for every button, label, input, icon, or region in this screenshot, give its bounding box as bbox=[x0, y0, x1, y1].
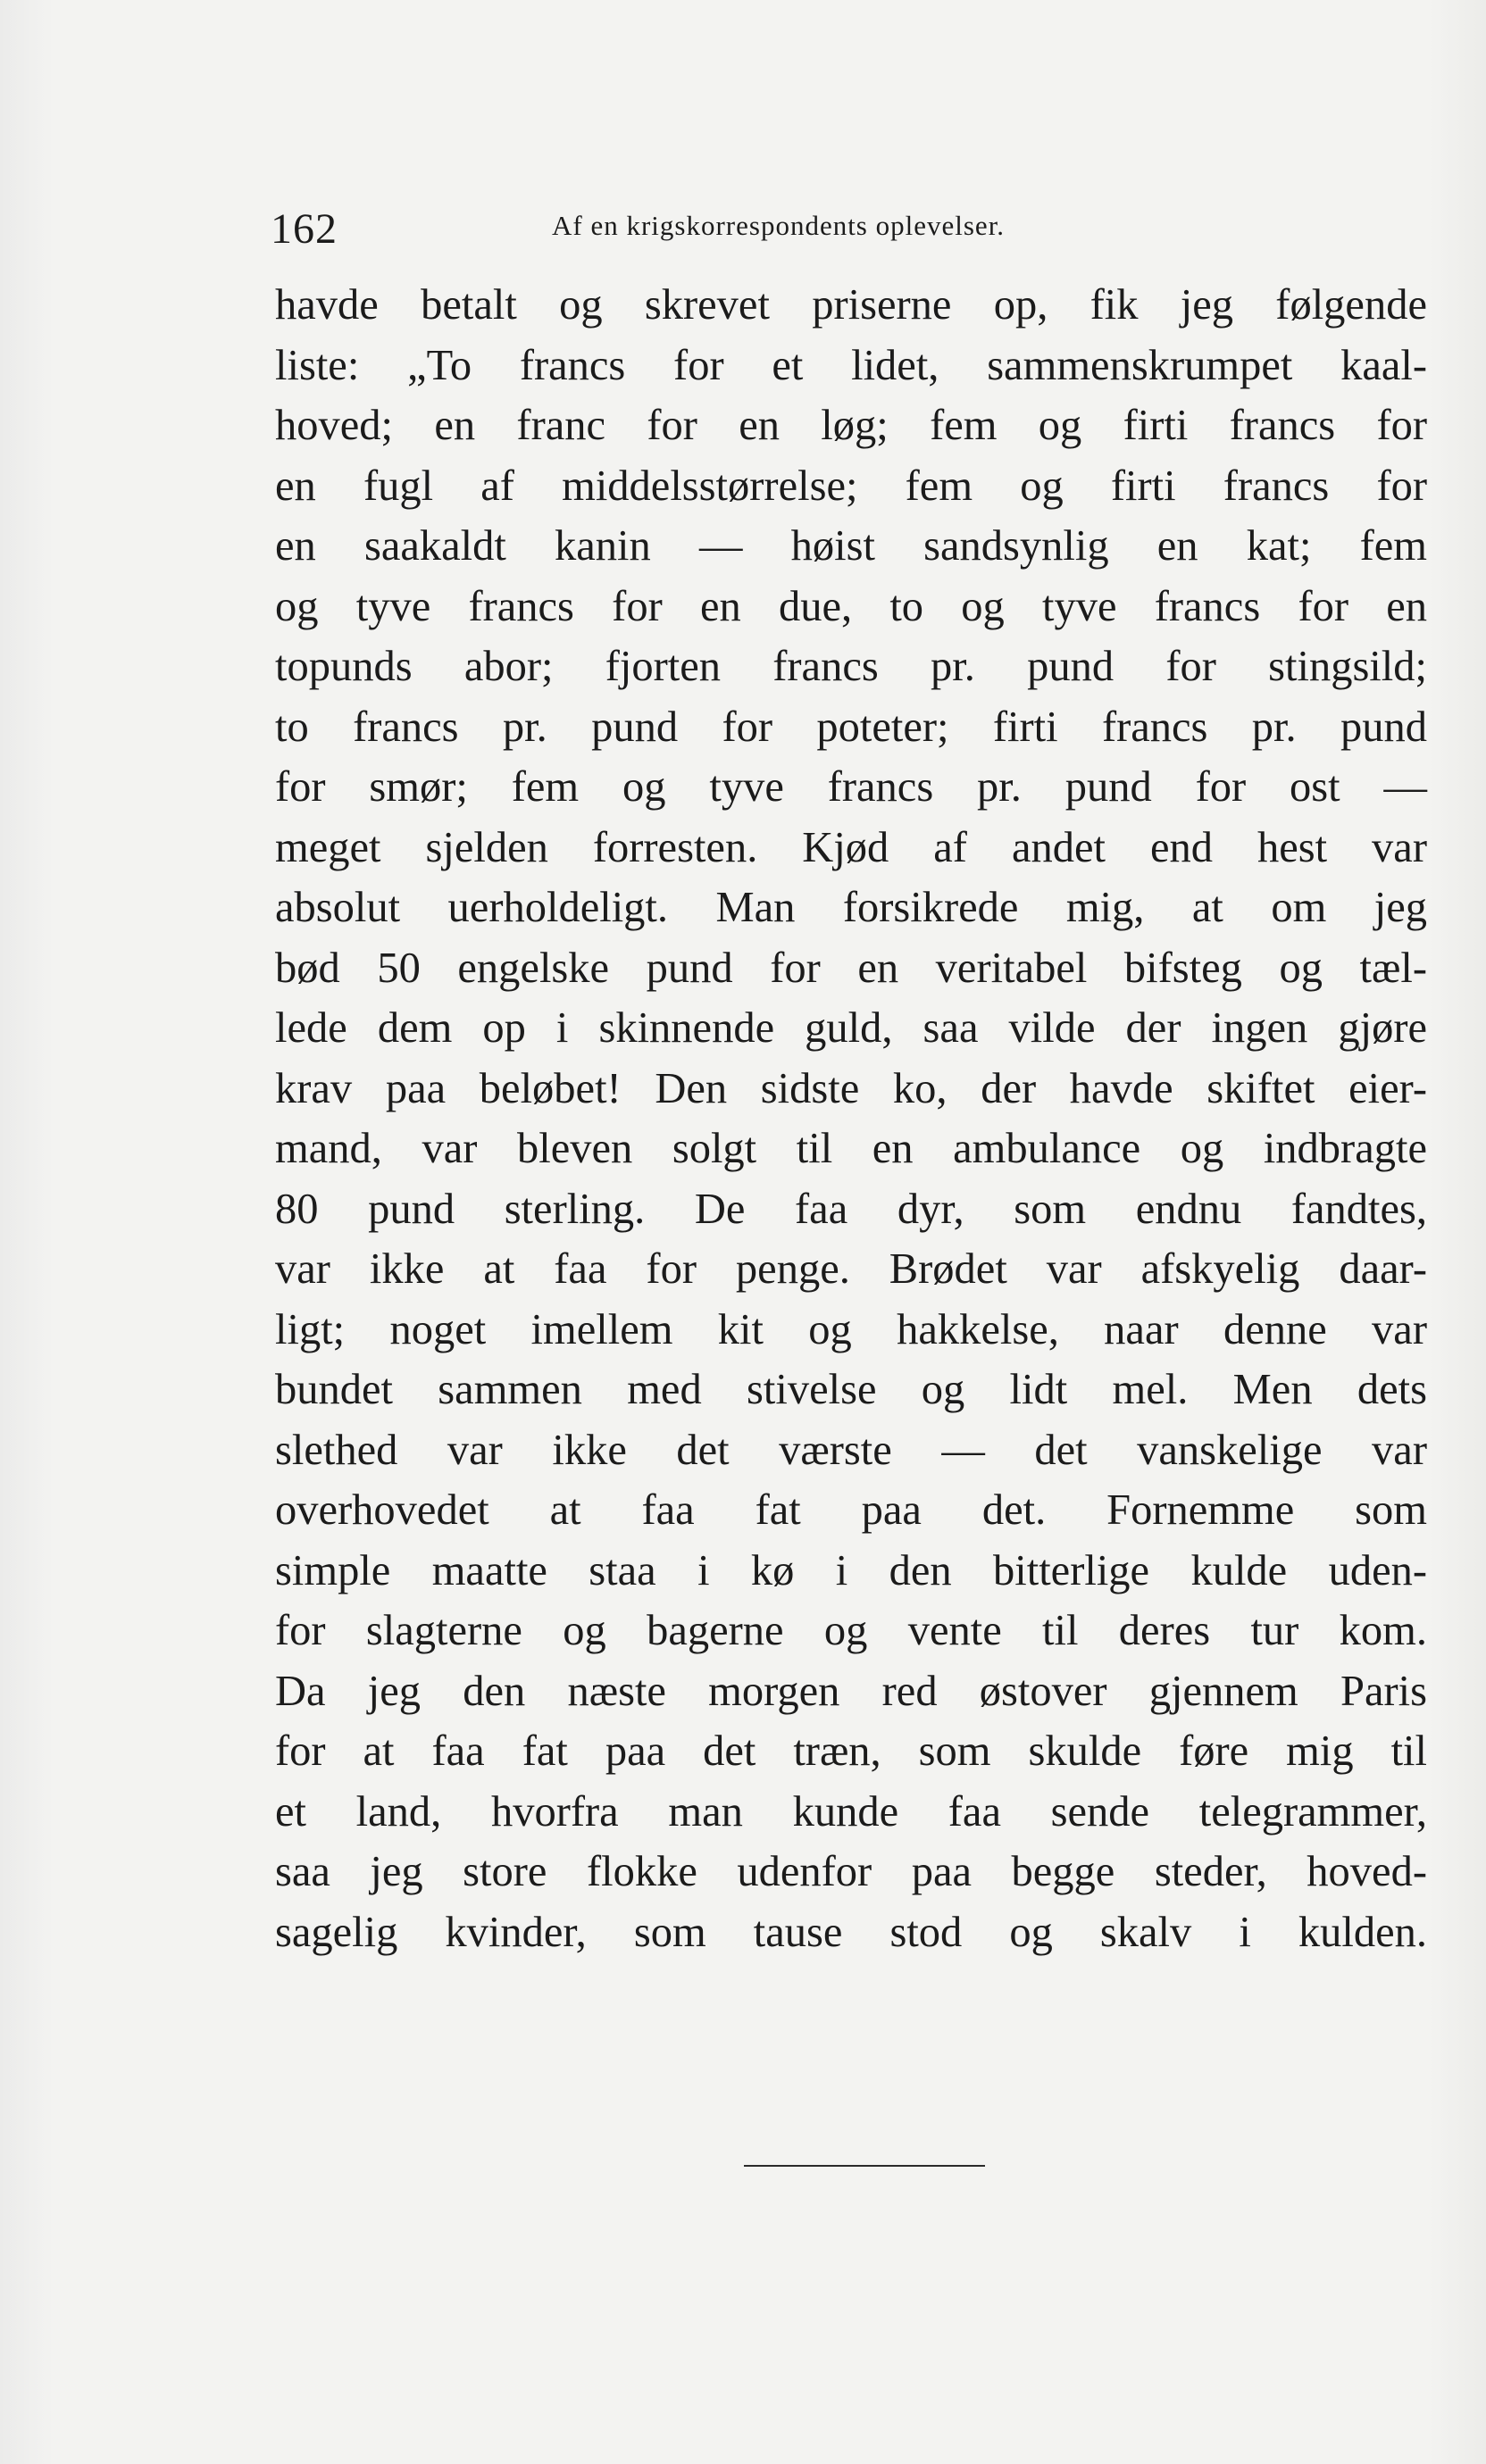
text-line: mand, var bleven solgt til en ambulance og indbragte bbox=[275, 1125, 1427, 1172]
text-line: for smør; fem og tyve francs pr. pund for ost — bbox=[275, 763, 1427, 811]
text-line: krav paa beløbet! Den sidste ko, der havde skiftet eier- bbox=[275, 1064, 1427, 1112]
text-line: en saakaldt kanin — høist sandsynlig en kat; fem bbox=[275, 522, 1427, 570]
text-line: lede dem op i skinnende guld, saa vilde der ingen gjøre bbox=[275, 1004, 1427, 1052]
section-divider bbox=[744, 2165, 985, 2167]
running-title: Af en krigskorrespondents oplevelser. bbox=[552, 210, 1006, 241]
text-line: to francs pr. pund for poteter; firti francs pr. pund bbox=[275, 703, 1427, 751]
text-line: et land, hvorfra man kunde faa sende telegrammer, bbox=[275, 1787, 1427, 1836]
text-line: Da jeg den næste morgen red østover gjennem Paris bbox=[275, 1667, 1427, 1715]
text-line-last: sagelig kvinder, som tause stod og skalv i kulden. bbox=[275, 1908, 1427, 1956]
text-line: liste: „To francs for et lidet, sammenskrumpet kaal- bbox=[275, 341, 1427, 389]
text-line: en fugl af middelsstørrelse; fem og firti francs for bbox=[275, 462, 1427, 510]
text-line: ligt; noget imellem kit og hakkelse, naar denne var bbox=[275, 1305, 1427, 1353]
text-line: for slagterne og bagerne og vente til deres tur kom. bbox=[275, 1607, 1427, 1654]
text-line: hoved; en franc for en løg; fem og firti francs for bbox=[275, 402, 1427, 449]
text-line: slethed var ikke det værste — det vanskelige var bbox=[275, 1426, 1427, 1474]
page-header bbox=[271, 201, 1164, 263]
text-line: 80 pund sterling. De faa dyr, som endnu fandtes, bbox=[275, 1185, 1427, 1233]
page-number: 162 bbox=[271, 205, 338, 253]
text-line: bundet sammen med stivelse og lidt mel. Men dets bbox=[275, 1366, 1427, 1413]
text-line: var ikke at faa for penge. Brødet var afskyelig daar- bbox=[275, 1245, 1427, 1293]
body-text bbox=[275, 275, 1432, 1962]
text-line: bød 50 engelske pund for en veritabel bifsteg og tæl- bbox=[275, 944, 1427, 992]
text-line: topunds abor; fjorten francs pr. pund for stingsild; bbox=[275, 643, 1427, 690]
text-line: havde betalt og skrevet priserne op, fik jeg følgende bbox=[275, 281, 1427, 329]
text-line: for at faa fat paa det træn, som skulde føre mig til bbox=[275, 1727, 1427, 1775]
text-line: overhovedet at faa fat paa det. Fornemme som bbox=[275, 1486, 1427, 1534]
text-line: saa jeg store flokke udenfor paa begge steder, hoved- bbox=[275, 1848, 1427, 1895]
text-line: absolut uerholdeligt. Man forsikrede mig, at om jeg bbox=[275, 884, 1427, 931]
text-line: simple maatte staa i kø i den bitterlige kulde uden- bbox=[275, 1546, 1427, 1594]
text-line: og tyve francs for en due, to og tyve francs for en bbox=[275, 582, 1427, 630]
text-line: meget sjelden forresten. Kjød af andet end hest var bbox=[275, 823, 1427, 871]
